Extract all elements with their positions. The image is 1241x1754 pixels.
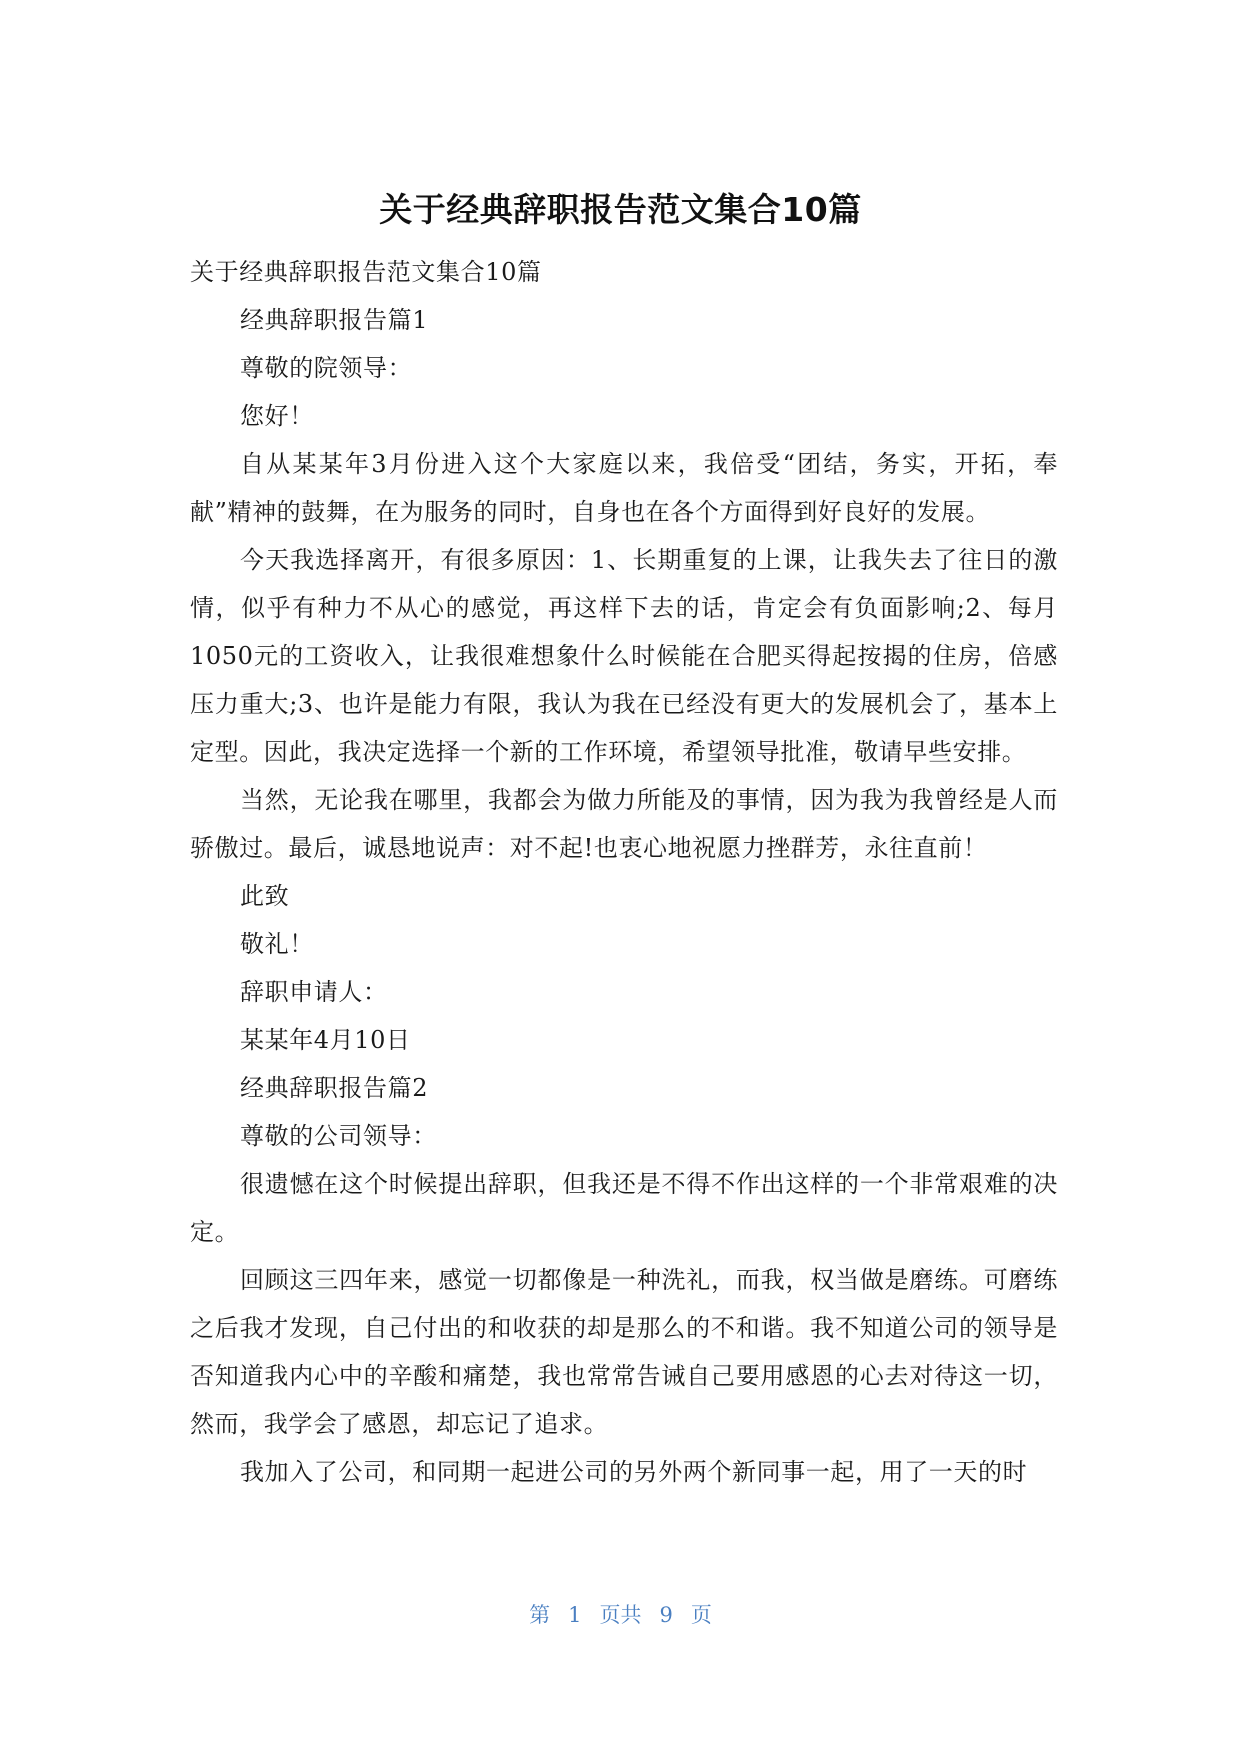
document-body	[190, 248, 1058, 1496]
paragraph: 敬礼！	[240, 930, 314, 958]
paragraph: 此致	[240, 882, 290, 910]
current-page-number: 1	[568, 1603, 582, 1627]
paragraph: 我加入了公司，和同期一起进公司的另外两个新同事一起，用了一天的时	[240, 1458, 1028, 1486]
section-heading: 经典辞职报告篇1	[240, 306, 429, 334]
paragraph: 您好！	[240, 402, 314, 430]
paragraph: 辞职申请人：	[240, 978, 388, 1006]
footer-middle: 页共	[599, 1603, 642, 1627]
paragraph: 今天我选择离开，有很多原因：1、长期重复的上课，让我失去了往日的激情，似乎有种力不从心的感觉，再这样下去的话，肯定会有负面影响;2、每月1050元的工资收入，让我很难想象什么时候能在合肥买得起按揭的住房，倍感压力重大;3、也许是能力有限，我认为我在已经没有更大的发展机会了，基本上定型。因此，我决定选择一个新的工作环境，希望领导批准，敬请早些安排。	[190, 546, 1058, 766]
paragraph: 当然，无论我在哪里，我都会为做力所能及的事情，因为我为我曾经是人而骄傲过。最后，诚恳地说声：对不起!也衷心地祝愿力挫群芳，永往直前！	[190, 786, 1058, 862]
footer-prefix: 第	[529, 1603, 551, 1627]
paragraph: 尊敬的公司领导：	[240, 1122, 437, 1150]
page-number-footer	[0, 1600, 1241, 1630]
document-title: 关于经典辞职报告范文集合10篇	[379, 190, 862, 229]
paragraph: 回顾这三四年来，感觉一切都像是一种洗礼，而我，权当做是磨练。可磨练之后我才发现，自己付出的和收获的却是那么的不和谐。我不知道公司的领导是否知道我内心中的辛酸和痛楚，我也常常告诫自己要用感恩的心去对待这一切，然而，我学会了感恩，却忘记了追求。	[190, 1266, 1058, 1438]
paragraph: 很遗憾在这个时候提出辞职，但我还是不得不作出这样的一个非常艰难的决定。	[190, 1170, 1058, 1246]
paragraph: 关于经典辞职报告范文集合10篇	[190, 258, 542, 286]
total-pages-number: 9	[659, 1603, 673, 1627]
paragraph: 某某年4月10日	[240, 1026, 411, 1054]
paragraph: 自从某某年3月份进入这个大家庭以来，我倍受“团结，务实，开拓，奉献”精神的鼓舞，在为服务的同时，自身也在各个方面得到好良好的发展。	[190, 450, 1058, 526]
paragraph: 尊敬的院领导：	[240, 354, 413, 382]
footer-suffix: 页	[690, 1603, 712, 1627]
section-heading: 经典辞职报告篇2	[240, 1074, 429, 1102]
